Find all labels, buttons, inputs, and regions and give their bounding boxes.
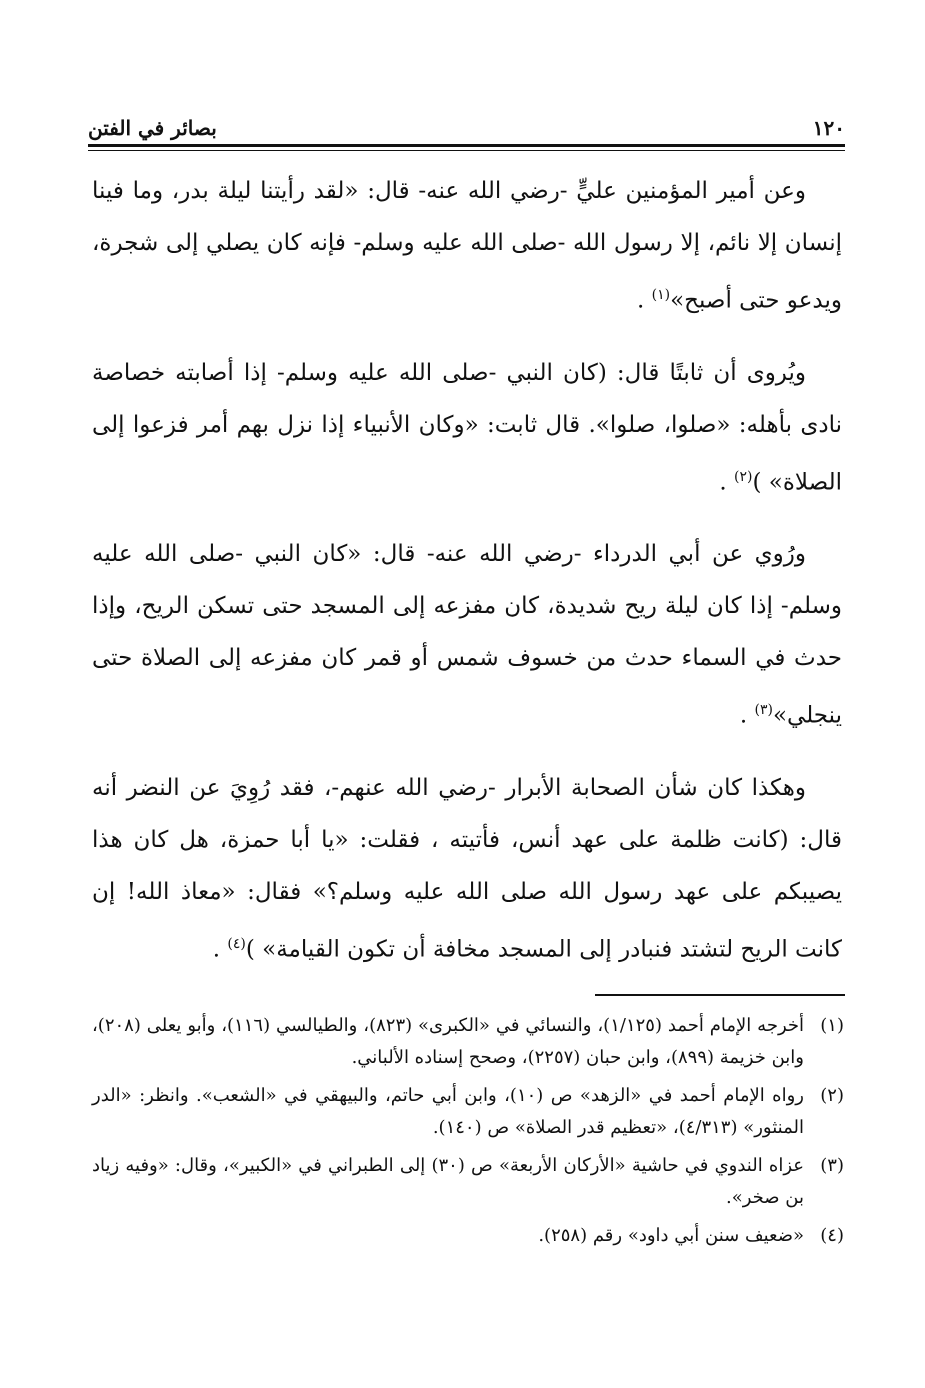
main-text xyxy=(92,165,842,996)
footnote-text: «ضعيف سنن أبي داود» رقم (٢٥٨). xyxy=(538,1225,804,1246)
paragraph xyxy=(92,165,842,327)
footnote-number: (٤) xyxy=(820,1225,844,1246)
footnote-ref: (٣) xyxy=(754,702,773,719)
paragraph-text: وعن أمير المؤمنين عليٍّ -رضي الله عنه- قال: «لقد رأيتنا ليلة بدر، وما فينا إنسان إلا نائم، إلا رسول الله -صلى الله عليه وسلم- فإنه كان يصلي إلى شجرة، ويدعو حتى أصبح» xyxy=(92,178,842,314)
footnote-ref: (٢) xyxy=(734,468,753,485)
paragraph xyxy=(92,528,842,742)
footnote-ref: (١) xyxy=(651,287,671,303)
header-rule-thin xyxy=(88,150,845,151)
footnote-text: عزاه الندوي في حاشية «الأركان الأربعة» ص (٣٠) إلى الطبراني في «الكبير»، وقال: «وفيه زياد بن صخر». xyxy=(92,1155,804,1208)
paragraph-end: . xyxy=(719,469,727,496)
paragraph-end: . xyxy=(212,936,221,963)
footnote xyxy=(92,1220,844,1252)
paragraph-text: ورُوي عن أبي الدرداء -رضي الله عنه- قال: «كان النبي -صلى الله عليه وسلم- إذا كان ليلة ريح شديدة، كان مفزعه إلى المسجد حتى تسكن الريح، وإذا حدث في السماء حدث من خسوف شمس أو قمر كان مفزعه إلى الصلاة حتى ينجلي» xyxy=(92,541,842,729)
page-number: ١٢٠ xyxy=(812,116,845,140)
paragraph-end: . xyxy=(739,702,748,729)
paragraph xyxy=(92,762,842,976)
header-rule-thick xyxy=(88,144,845,147)
footnote-number: (١) xyxy=(820,1015,844,1036)
paragraph-text: ويُروى أن ثابتًا قال: (كان النبي -صلى الله عليه وسلم- إذا أصابته خصاصة نادى بأهله: «صلوا، صلوا». قال ثابت: «وكان الأنبياء إذا نزل بهم أمر فزعوا إلى الصلاة» ) xyxy=(92,359,842,496)
footnote-text: أخرجه الإمام أحمد (١/١٢٥)، والنسائي في «الكبرى» (٨٢٣)، والطيالسي (١١٦)، وأبو يعلى (٢٠٨)، وابن خزيمة (٨٩٩)، وابن حبان (٢٢٥٧)، وصحح إسناده الألباني. xyxy=(92,1015,805,1068)
footnote-text: رواه الإمام أحمد في «الزهد» ص (١٠)، وابن أبي حاتم، والبيهقي في «الشعب». وانظر: «الدر المنثور» (٤/٣١٣)، «تعظيم قدر الصلاة» ص (١٤٠). xyxy=(92,1085,804,1138)
footnote xyxy=(92,1010,844,1074)
footnote-separator xyxy=(595,994,845,996)
footnotes xyxy=(92,1010,844,1258)
footnote-ref: (٤) xyxy=(227,935,246,952)
footnote-number: (٣) xyxy=(820,1155,844,1176)
paragraph-text: وهكذا كان شأن الصحابة الأبرار -رضي الله عنهم-، فقد رُوِيَ عن النضر أنه قال: (كانت ظلمة على عهد أنس، فأتيته ، فقلت: «يا أبا حمزة، هل كان هذا يصيبكم على عهد رسول الله صلى الله عليه وسلم؟» فقال: «معاذ الله! إن كانت الريح لتشتد فنبادر إلى المسجد مخافة أن تكون القيامة» ) xyxy=(92,774,842,963)
paragraph-end: . xyxy=(636,287,645,314)
footnote xyxy=(92,1080,844,1144)
book-title: بصائر في الفتن xyxy=(88,116,217,140)
footnote xyxy=(92,1150,844,1214)
running-header xyxy=(88,98,845,140)
footnote-number: (٢) xyxy=(820,1085,844,1106)
paragraph xyxy=(92,347,842,509)
